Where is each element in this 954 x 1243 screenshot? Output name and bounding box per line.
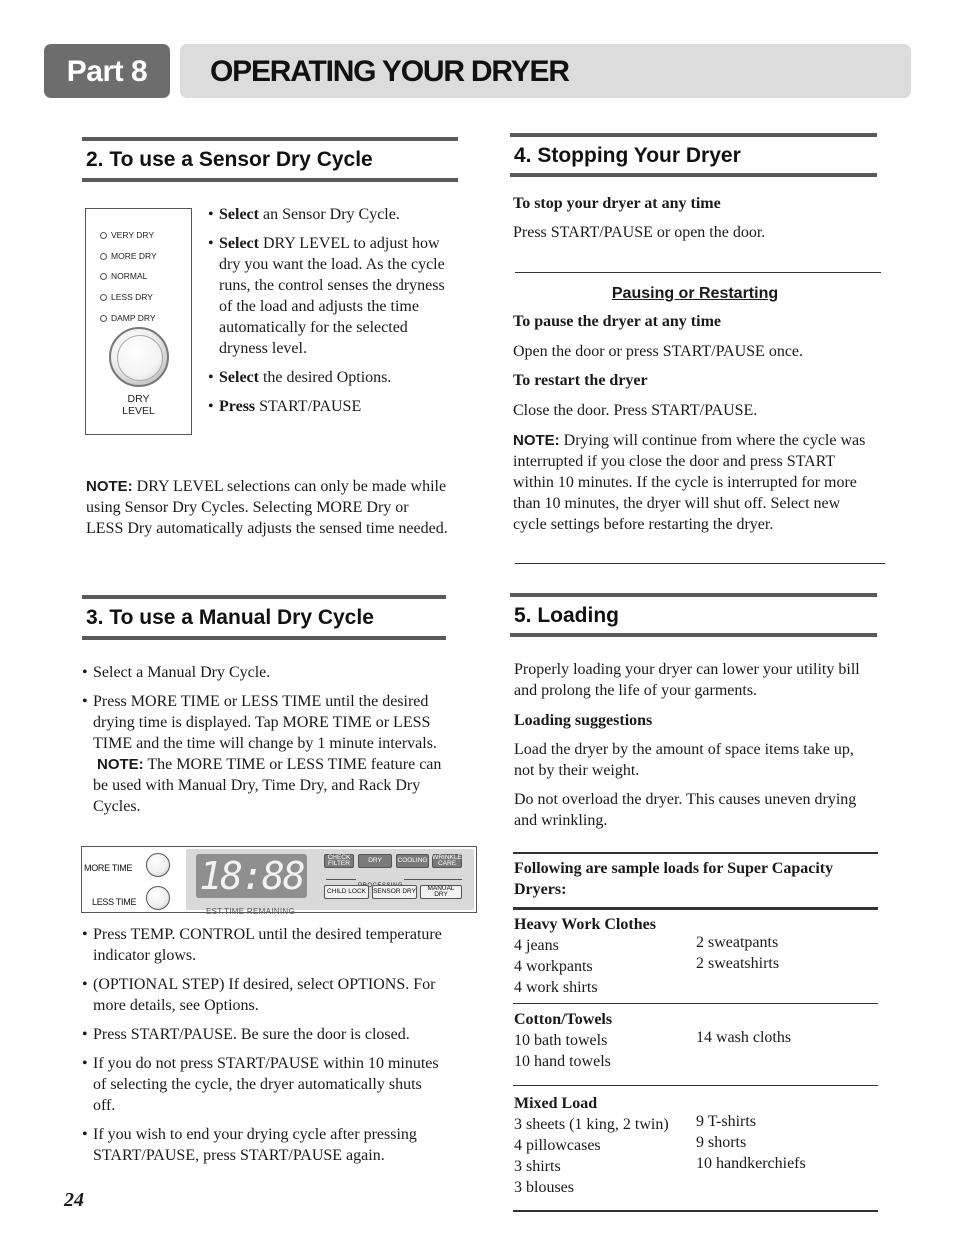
load-group-mixed-extra: 9 T-shirts 9 shorts 10 handkerchiefs — [696, 1113, 806, 1172]
option-less-dry: LESS DRY — [100, 287, 153, 308]
loading-suggestion-1: Load the dryer by the amount of space items take up, not by their weight. — [514, 741, 854, 779]
pause-heading: To pause the dryer at any time — [513, 313, 721, 330]
stop-heading: To stop your dryer at any time — [513, 195, 721, 212]
part-label: Part 8 — [44, 44, 170, 98]
restart-heading: To restart the dryer — [513, 372, 648, 389]
title-bar — [180, 44, 911, 98]
manual-dry-button[interactable]: MANUAL DRY — [420, 885, 462, 899]
section-3-heading: 3. To use a Manual Dry Cycle — [82, 595, 446, 640]
page-number: 24 — [64, 1189, 84, 1211]
loading-suggestions-heading: Loading suggestions — [514, 712, 653, 729]
section-5-heading: 5. Loading — [510, 593, 877, 637]
section-2-heading: 2. To use a Sensor Dry Cycle — [82, 137, 458, 182]
less-time-label: LESS TIME — [92, 897, 137, 907]
load-group-cotton-towels-extra: 14 wash cloths — [696, 1029, 792, 1046]
load-group-mixed: Mixed Load 3 sheets (1 king, 2 twin) 4 pillowcases 3 shirts 3 blouses — [514, 1095, 669, 1196]
page-title: OPERATING YOUR DRYER — [210, 54, 569, 88]
less-time-button[interactable] — [146, 886, 170, 910]
pause-text: Open the door or press START/PAUSE once. — [513, 343, 804, 360]
load-group-cotton-towels: Cotton/Towels 10 bath towels 10 hand towels — [514, 1011, 613, 1070]
dry-level-label: DRY LEVEL — [122, 393, 155, 417]
indicator-led-icon — [100, 232, 107, 239]
indicator-led-icon — [100, 253, 107, 260]
dry-level-knob-icon[interactable] — [109, 327, 169, 387]
section-4-heading: 4. Stopping Your Dryer — [510, 133, 877, 177]
more-time-label: MORE TIME — [84, 863, 133, 873]
sensor-dry-button[interactable]: SENSOR DRY — [372, 885, 417, 899]
option-more-dry: MORE DRY — [100, 246, 157, 267]
option-damp-dry: DAMP DRY — [100, 308, 156, 329]
est-time-label: EST.TIME REMAINING — [206, 907, 295, 916]
manual-dry-steps-bottom: • Press TEMP. CONTROL until the desired temperature indicator glows. • (OPTIONAL STEP) If desired, select OPTIONS. For more details, see Options. • Press START/PAUSE. Be sure the door is closed. • If you do not press START/PAUSE within 10 minutes of selecting the cycle, the dryer automatically shuts off. • If you wish to end your drying cycle after pressing START/PAUSE, press START/PAUSE again. — [82, 924, 446, 1166]
pausing-subheading: Pausing or Restarting — [611, 285, 779, 302]
load-group-heavy-work-extra: 2 sweatpants 2 sweatshirts — [696, 934, 780, 972]
sensor-dry-steps: • Select an Sensor Dry Cycle. • Select DRY LEVEL to adjust how dry you want the load. As the cycle runs, the control senses the dryness of the load and adjusts the time automatically for the selected dryness level. • Select the desired Options. • Press START/PAUSE — [208, 204, 448, 417]
dry-indicator: DRY — [358, 854, 392, 868]
indicator-led-icon — [100, 315, 107, 322]
sensor-dry-note: NOTE: DRY LEVEL selections can only be made while using Sensor Dry Cycles. Selecting MORE Dry or LESS Dry automatically adjusts the sensed time needed. — [86, 478, 448, 537]
time-display: 18:88 — [196, 854, 307, 898]
cooling-indicator: COOLING — [396, 854, 429, 868]
option-very-dry: VERY DRY — [100, 225, 154, 246]
load-group-heavy-work: Heavy Work Clothes 4 jeans 4 workpants 4 work shirts — [514, 916, 656, 996]
child-lock-button[interactable]: CHILD LOCK — [324, 885, 369, 899]
manual-dry-panel — [81, 846, 477, 916]
loading-intro: Properly loading your dryer can lower your utility bill and prolong the life of your garments. — [514, 661, 860, 699]
check-filter-indicator: CHECK FILTER — [324, 854, 354, 868]
control-display — [186, 849, 474, 916]
sample-loads-title: Following are sample loads for Super Capacity Dryers: — [514, 860, 834, 898]
restart-text: Close the door. Press START/PAUSE. — [513, 402, 758, 419]
restart-note: NOTE: Drying will continue from where the cycle was interrupted if you close the door and press START within 10 minutes. If the cycle is interrupted for more than 10 minutes, the dryer will shut off. Select new cycle settings before restarting the dryer. — [513, 432, 866, 533]
dry-level-panel — [85, 208, 192, 435]
indicator-led-icon — [100, 294, 107, 301]
more-time-button[interactable] — [146, 853, 170, 877]
option-normal: NORMAL — [100, 266, 147, 287]
loading-suggestion-2: Do not overload the dryer. This causes uneven drying and wrinkling. — [514, 791, 857, 829]
stop-text: Press START/PAUSE or open the door. — [513, 224, 766, 241]
wrinkle-care-indicator: WRINKLE CARE — [432, 853, 462, 867]
manual-dry-steps-top: • Select a Manual Dry Cycle. • Press MORE TIME or LESS TIME until the desired drying time is displayed. Tap MORE TIME or LESS TIME and the time will change by 1 minute intervals. NOTE: The MORE TIME or LESS TIME feature can be used with Manual Dry, Time Dry, and Rack Dry Cycles. — [82, 662, 444, 817]
indicator-led-icon — [100, 273, 107, 280]
